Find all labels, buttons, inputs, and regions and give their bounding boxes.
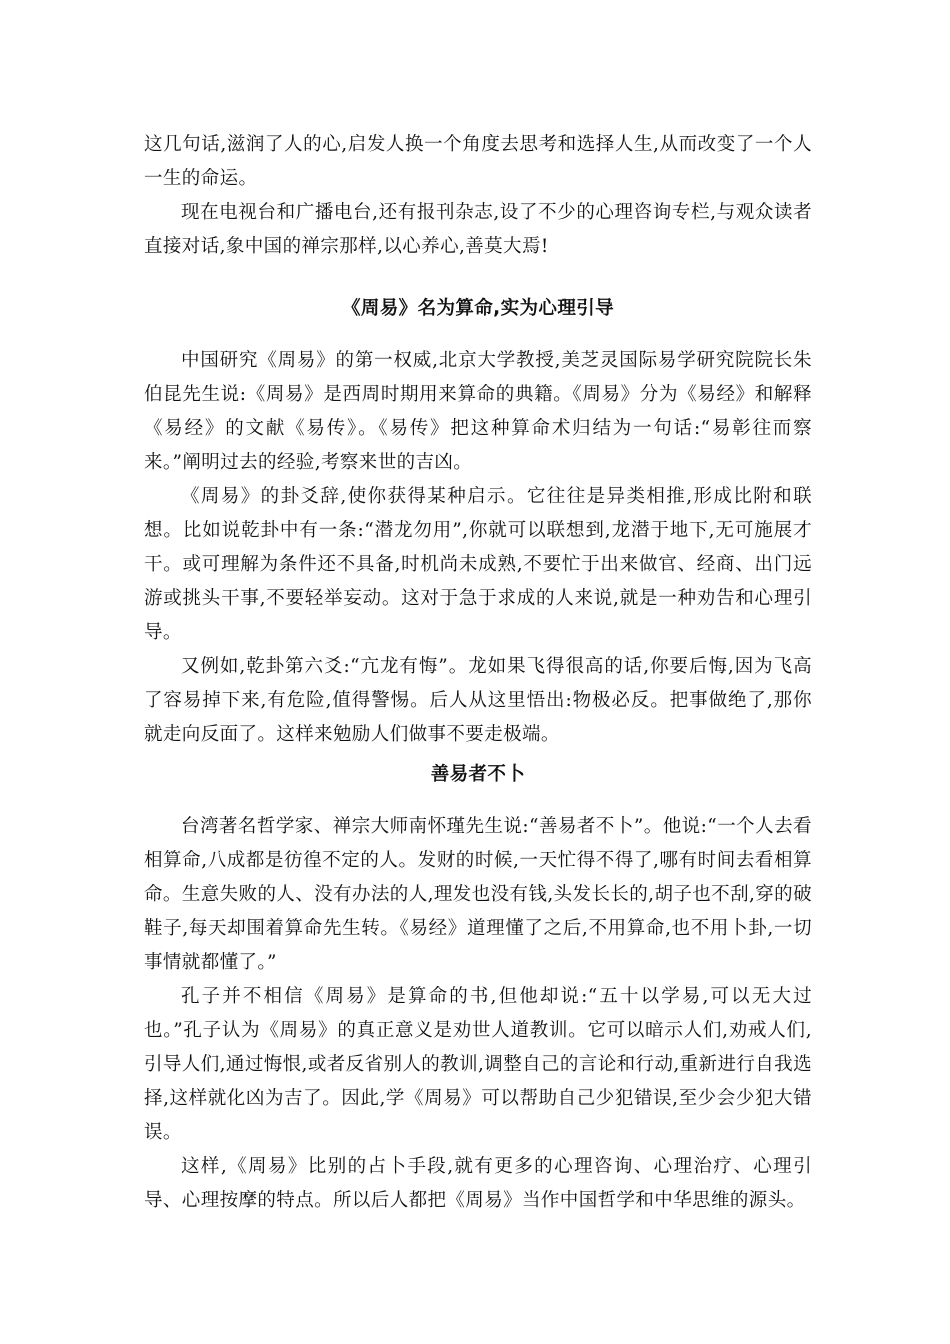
section-2-body bbox=[144, 810, 812, 1218]
section-1-paragraph-3: 又例如,乾卦第六爻:“亢龙有悔”。龙如果飞得很高的话,你要后悔,因为飞高了容易掉下来,有危险,值得警惕。后人从这里悟出:物极必反。把事做绝了,那你就走向反面了。这样来勉励人们做事不要走极端。 bbox=[144, 656, 812, 745]
section-1-paragraph-2: 《周易》的卦爻辞,使你获得某种启示。它往往是异类相推,形成比附和联想。比如说乾卦中有一条:“潜龙勿用”,你就可以联想到,龙潜于地下,无可施展才干。或可理解为条件还不具备,时机尚未成熟,不要忙于出来做官、经商、出门远游或挑头干事,不要轻举妄动。这对于急于求成的人来说,就是一种劝告和心理引导。 bbox=[144, 486, 812, 643]
section-2-paragraph-1: 台湾著名哲学家、禅宗大师南怀瑾先生说:“善易者不卜”。他说:“一个人去看相算命,八成都是彷徨不定的人。发财的时候,一天忙得不得了,哪有时间去看相算命。生意失败的人、没有办法的人,理发也没有钱,头发长长的,胡子也不刮,穿的破鞋子,每天却围着算命先生转。《易经》道理懂了之后,不用算命,也不用卜卦,一切事情就都懂了。” bbox=[144, 816, 812, 973]
section-2-paragraph-2: 孔子并不相信《周易》是算命的书,但他却说:“五十以学易,可以无大过也。”孔子认为《周易》的真正意义是劝世人道教训。它可以暗示人们,劝戒人们,引导人们,通过悔恨,或者反省别人的教训,调整自己的言论和行动,重新进行自我选择,这样就化凶为吉了。因此,学《周易》可以帮助自己少犯错误,至少会少犯大错误。 bbox=[144, 986, 812, 1143]
section-1-body bbox=[144, 344, 812, 752]
section-2-heading: 善易者不卜 bbox=[430, 764, 526, 785]
intro-paragraph-2: 现在电视台和广播电台,还有报刊杂志,设了不少的心理咨询专栏,与观众读者直接对话,象中国的禅宗那样,以心养心,善莫大焉! bbox=[144, 202, 812, 257]
intro-paragraph-1: 这几句话,滋润了人的心,启发人换一个角度去思考和选择人生,从而改变了一个人一生的命运。 bbox=[144, 134, 812, 189]
section-1-paragraph-1: 中国研究《周易》的第一权威,北京大学教授,美芝灵国际易学研究院院长朱伯昆先生说:《周易》是西周时期用来算命的典籍。《周易》分为《易经》和解释《易经》的文献《易传》。《易传》把这种算命术归结为一句话:“易彰往而察来。”阐明过去的经验,考察来世的吉凶。 bbox=[144, 350, 812, 473]
intro-section bbox=[144, 128, 812, 264]
section-1-heading: 《周易》名为算命,实为心理引导 bbox=[341, 298, 615, 319]
section-2-paragraph-3: 这样,《周易》比别的占卜手段,就有更多的心理咨询、心理治疗、心理引导、心理按摩的特点。所以后人都把《周易》当作中国哲学和中华思维的源头。 bbox=[144, 1156, 812, 1211]
